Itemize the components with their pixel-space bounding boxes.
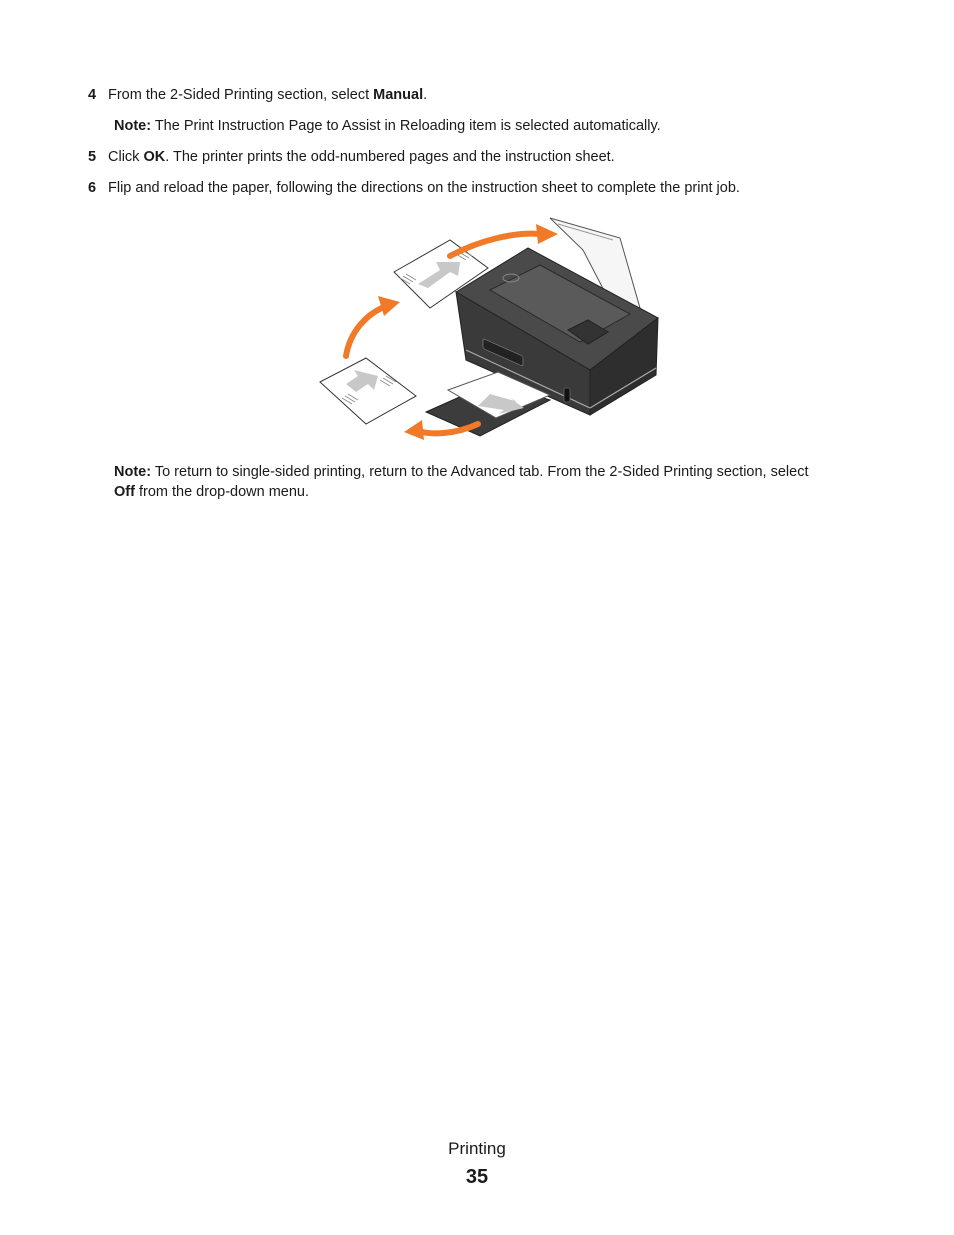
step-text: From the 2-Sided Printing section, select — [108, 87, 374, 103]
note-label: Note: — [114, 118, 152, 134]
step-6 — [88, 179, 740, 197]
step-4 — [88, 86, 427, 104]
page-number: 35 — [465, 1166, 489, 1188]
flow-arrow-up — [346, 296, 400, 356]
step-bold: OK — [143, 149, 166, 165]
flow-arrow-top — [450, 224, 558, 256]
note-single-sided — [114, 462, 874, 502]
note-text-end: from the drop-down menu. — [134, 484, 310, 500]
paper-bottom — [320, 358, 416, 424]
step-text: Flip and reload the paper, following the directions on the instruction sheet to complete the print job. — [108, 180, 740, 196]
step-number: 5 — [88, 149, 97, 165]
step-text: Click — [108, 149, 144, 165]
duplex-printing-illustration — [318, 210, 663, 450]
step-text-end: . The printer prints the odd-numbered pages and the instruction sheet. — [165, 149, 615, 165]
footer-section-title: Printing — [448, 1139, 506, 1158]
note-bold: Off — [114, 484, 135, 500]
note-text: To return to single-sided printing, return to the Advanced tab. From the 2-Sided Printing section, select — [151, 464, 809, 480]
note-text: The Print Instruction Page to Assist in Reloading item is selected automatically. — [151, 118, 661, 134]
note-label: Note: — [114, 464, 152, 480]
step-bold: Manual — [373, 87, 424, 103]
step-text-end: . — [423, 87, 428, 103]
step-number: 4 — [88, 87, 97, 103]
step-5 — [88, 148, 615, 166]
note-auto-select — [114, 116, 661, 136]
step-number: 6 — [88, 180, 97, 196]
